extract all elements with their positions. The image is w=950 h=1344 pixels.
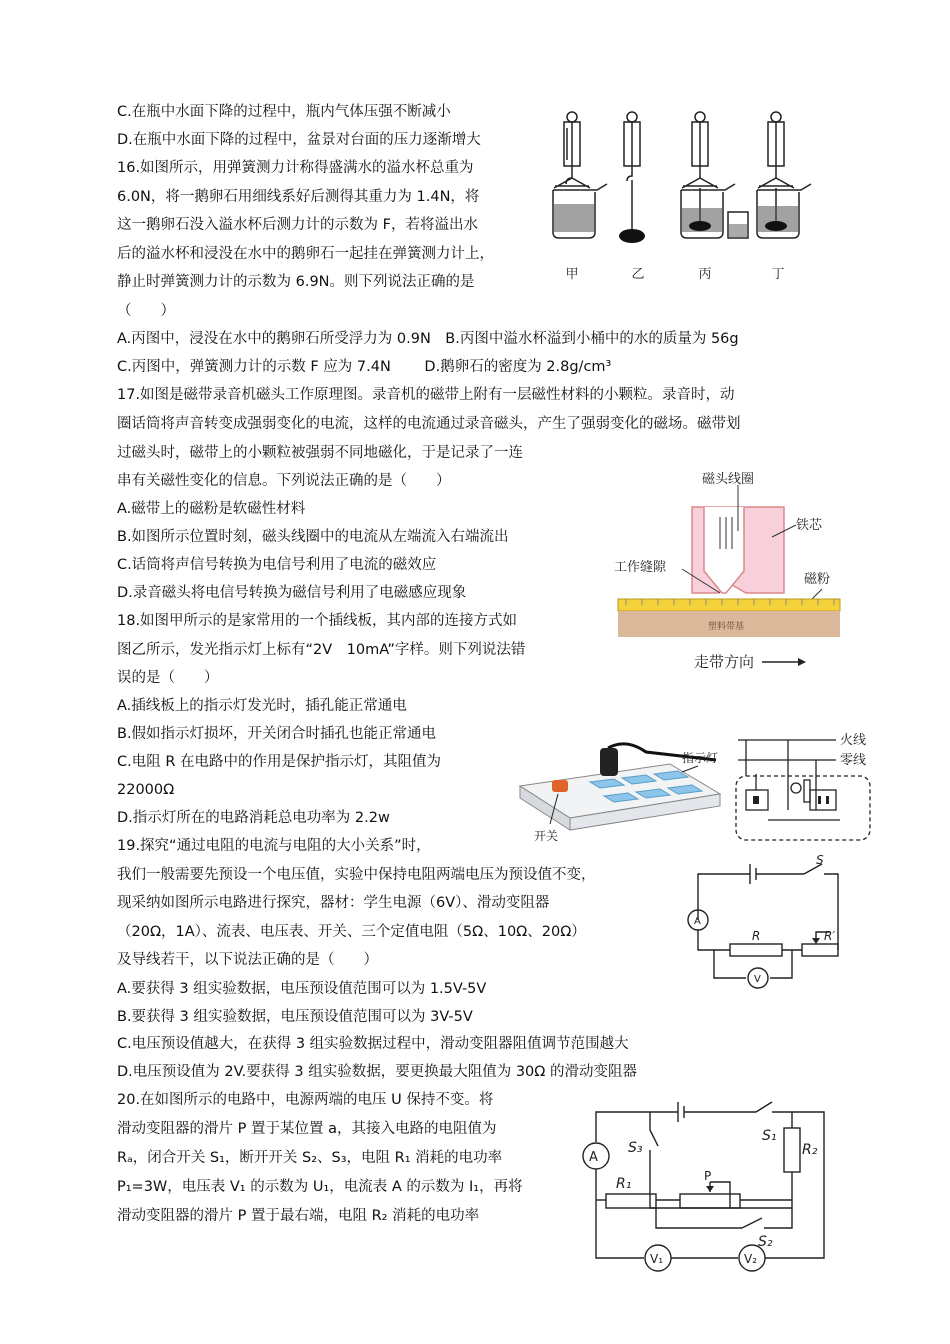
q16-label-ding: 丁: [771, 267, 785, 282]
q16-stem-line: 后的溢水杯和浸没在水中的鹅卵石一起挂在弹簧测力计上，: [117, 246, 494, 262]
q17-stem-line: 串有关磁性变化的信息。下列说法正确的是（ ）: [117, 473, 451, 489]
q20-label-v2: V₂: [744, 1252, 758, 1266]
q16-stem-line: 静止时弹簧测力计的示数为 6.9N。则下列说法正确的是: [117, 274, 475, 290]
q16-options-row-2: C.丙图中，弹簧测力计的示数 F 应为 7.4N D.鹅卵石的密度为 2.8g/cm³: [117, 359, 612, 375]
q20-label-s1: S₁: [762, 1128, 777, 1144]
q18-stem-line: 图乙所示，发光指示灯上标有“2V 10mA”字样。则下列说法错: [117, 642, 526, 658]
q19-label-switch: S: [816, 853, 824, 867]
q16-label-jia: 甲: [565, 267, 579, 282]
q16-spring-scale-figure: [545, 108, 820, 286]
q20-label-s3: S₃: [628, 1140, 643, 1156]
q19-option-a: A.要获得 3 组实验数据，电压预设值范围可以为 1.5V-5V: [117, 981, 487, 997]
q20-label-s2: S₂: [758, 1234, 773, 1250]
q17-label-powder: 磁粉: [804, 572, 831, 587]
q18-option-b: B.假如指示灯损坏，开关闭合时插孔也能正常通电: [117, 726, 437, 742]
q17-label-direction: 走带方向: [694, 653, 755, 671]
q20-circuit-diagram: [580, 1100, 835, 1285]
q17-tape-head-figure: [612, 465, 844, 675]
q17-option-c: C.话筒将声信号转换为电信号利用了电流的磁效应: [117, 557, 437, 573]
q20-stem-line: P₁=3W，电压表 V₁ 的示数为 U₁，电流表 A 的示数为 I₁，再将: [117, 1179, 523, 1195]
q17-option-b: B.如图所示位置时刻，磁头线圈中的电流从左端流入右端流出: [117, 529, 509, 545]
q20-stem-line: 滑动变阻器的滑片 P 置于最右端，电阻 R₂ 消耗的电功率: [117, 1208, 480, 1224]
q20-stem-line: Rₐ，闭合开关 S₁，断开开关 S₂、S₃，电阻 R₁ 消耗的电功率: [117, 1150, 503, 1166]
q16-label-bing: 丙: [698, 267, 712, 282]
q17-label-gap: 工作缝隙: [614, 560, 667, 575]
q17-label-coil: 磁头线圈: [702, 472, 755, 487]
q16-stem-line: 16.如图所示，用弹簧测力计称得盛满水的溢水杯总重为: [117, 160, 474, 176]
q20-label-slider: P: [704, 1169, 712, 1183]
q19-circuit-diagram: [684, 852, 854, 992]
q18-power-strip-figure: [512, 738, 727, 848]
q17-label-core: 铁芯: [796, 518, 823, 533]
q18-option-c: C.电阻 R 在电路中的作用是保护指示灯，其阻值为: [117, 754, 442, 770]
q19-option-d: D.电压预设值为 2V.要获得 3 组实验数据，要更换最大阻值为 30Ω 的滑动变阻器: [117, 1064, 637, 1080]
q18-label-switch: 开关: [534, 829, 559, 843]
q20-label-r1: R₁: [616, 1176, 632, 1192]
q16-stem-line: （ ）: [117, 303, 175, 319]
q19-label-resistor: R: [752, 929, 761, 943]
q18-option-c-value: 22000Ω: [117, 782, 175, 798]
q18-label-neutral: 零线: [840, 753, 867, 768]
q16-stem-line: 这一鹅卵石没入溢水杯后测力计的示数为 F，若将溢出水: [117, 217, 478, 233]
q19-stem-line: 我们一般需要先预设一个电压值，实验中保持电阻两端电压为预设值不变，: [117, 867, 596, 883]
q16-options-row-1: A.丙图中，浸没在水中的鹅卵石所受浮力为 0.9N B.丙图中溢水杯溢到小桶中的水的质量为 56g: [117, 331, 739, 347]
q17-stem-line: 过磁头时，磁带上的小颗粒被强弱不同地磁化，于是记录了一连: [117, 445, 523, 461]
q17-option-d: D.录音磁头将电信号转换为磁信号利用了电磁感应现象: [117, 585, 467, 601]
q20-label-ammeter: A: [589, 1150, 598, 1165]
q17-label-base: 塑料带基: [708, 622, 745, 632]
q18-wiring-diagram: [732, 730, 877, 845]
q16-label-yi: 乙: [631, 267, 645, 282]
q17-stem-line: 17.如图是磁带录音机磁头工作原理图。录音机的磁带上附有一层磁性材料的小颗粒。录音时，动: [117, 387, 735, 403]
q15-option-d: D.在瓶中水面下降的过程中，盆景对台面的压力逐渐增大: [117, 132, 481, 148]
q16-stem-line: 6.0N，将一鹅卵石用细线系好后测得其重力为 1.4N，将: [117, 189, 480, 205]
q19-stem-line: 及导线若干，以下说法正确的是（ ）: [117, 952, 378, 968]
q18-label-indicator: 指示灯: [682, 751, 719, 765]
q19-stem-line: （20Ω，1A）、流表、电压表、开关、三个定值电阻（5Ω、10Ω、20Ω）: [117, 924, 586, 940]
q19-stem-line: 现采纳如图所示电路进行探究，器材：学生电源（6V）、滑动变阻器: [117, 895, 550, 911]
q15-option-c: C.在瓶中水面下降的过程中，瓶内气体压强不断减小: [117, 104, 451, 120]
q18-option-d: D.指示灯所在的电路消耗总电功率为 2.2w: [117, 810, 390, 826]
q19-stem-line: 19.探究“通过电阻的电流与电阻的大小关系”时，: [117, 838, 431, 854]
q19-label-ammeter: A: [694, 916, 701, 927]
q17-option-a: A.磁带上的磁粉是软磁性材料: [117, 501, 306, 517]
q18-label-live: 火线: [840, 733, 867, 748]
q18-option-a: A.插线板上的指示灯发光时，插孔能正常通电: [117, 698, 407, 714]
q19-label-voltmeter: V: [754, 974, 761, 985]
q19-label-rheostat: R′: [824, 929, 836, 943]
q17-stem-line: 圈话筒将声音转变成强弱变化的电流，这样的电流通过录音磁头，产生了强弱变化的磁场。磁带划: [117, 416, 741, 432]
q20-label-r2: R₂: [802, 1142, 818, 1158]
q20-label-v1: V₁: [650, 1252, 664, 1266]
q20-stem-line: 20.在如图所示的电路中，电源两端的电压 U 保持不变。将: [117, 1092, 494, 1108]
q19-option-c: C.电压预设值越大，在获得 3 组实验数据过程中，滑动变阻器阻值调节范围越大: [117, 1036, 629, 1052]
q20-stem-line: 滑动变阻器的滑片 P 置于某位置 a，其接入电路的电阻值为: [117, 1121, 497, 1137]
q18-stem-line: 18.如图甲所示的是家常用的一个插线板，其内部的连接方式如: [117, 613, 518, 629]
q18-stem-line: 误的是（ ）: [117, 670, 219, 686]
q19-option-b: B.要获得 3 组实验数据，电压预设值范围可以为 3V-5V: [117, 1009, 473, 1025]
